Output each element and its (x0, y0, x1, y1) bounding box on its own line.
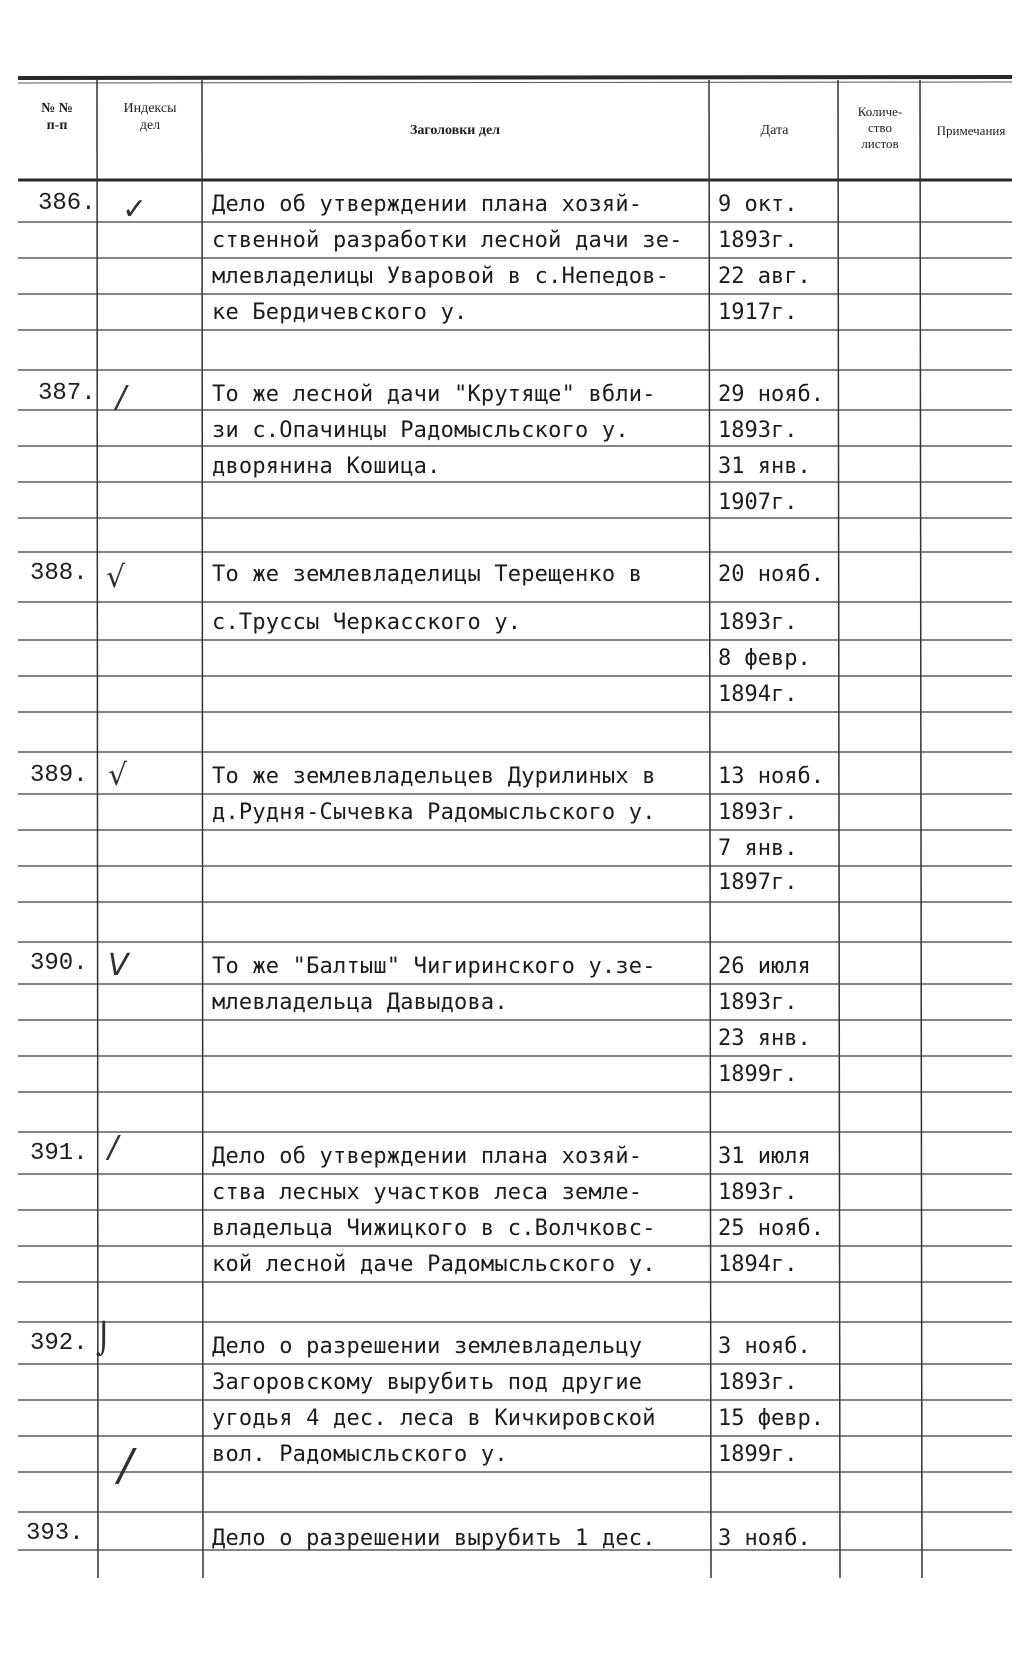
row-title-line: д.Рудня-Сычевка Радомысльского у. (212, 800, 656, 825)
header-title: Заголовки дел (409, 123, 501, 138)
row-title-line: Дело о разрешении вырубить 1 дес. (212, 1526, 656, 1551)
row-title-line: млевладелицы Уваровой в с.Непедов- (212, 264, 670, 289)
header-index: Индексы дел (123, 101, 177, 133)
row-number-391: 391. (30, 1140, 88, 1167)
checkmark-icon: ⌡ (96, 1322, 112, 1357)
row-date-line: 1894г. (718, 682, 798, 707)
row-date-line: 20 нояб. (718, 562, 824, 587)
row-date-line: 1893г. (718, 1370, 798, 1395)
row-date-line: 3 нояб. (718, 1526, 811, 1551)
row-number-389: 389. (30, 762, 88, 789)
row-date-line: 1917г. (718, 300, 798, 325)
row-date-line: 15 февр. (718, 1406, 824, 1431)
row-title-line: угодья 4 дес. леса в Кичкировской (212, 1406, 656, 1431)
row-title-line: ке Бердичевского у. (212, 300, 468, 325)
row-date-line: 1893г. (718, 610, 798, 635)
row-number-393: 393. (26, 1520, 84, 1547)
row-title-line: ственной разработки лесной дачи зе- (212, 228, 683, 253)
checkmark-icon: / (108, 1130, 119, 1165)
row-title-line: зи с.Опачинцы Радомысльского у. (212, 418, 629, 443)
row-date-line: 1893г. (718, 990, 798, 1015)
row-title-line: млевладельца Давыдова. (212, 990, 508, 1015)
row-title-line: владельца Чижицкого в с.Волчковс- (212, 1216, 656, 1241)
row-title-line: Дело о разрешении землевладельцу (212, 1334, 643, 1359)
checkmark-icon: ✓ (122, 192, 148, 227)
row-title-line: вол. Радомысльского у. (212, 1442, 508, 1467)
row-number-388: 388. (30, 560, 88, 587)
row-date-line: 31 янв. (718, 454, 811, 479)
checkmark-icon: V (108, 948, 129, 983)
checkmark-icon: √ (108, 758, 128, 793)
row-date-line: 1897г. (718, 870, 798, 895)
row-number-386: 386. (38, 190, 96, 217)
row-date-line: 7 янв. (718, 836, 798, 861)
row-title-line: Дело об утверждении плана хозяй- (212, 1144, 643, 1169)
row-date-line: 26 июля (718, 954, 811, 979)
row-date-line: 31 июля (718, 1144, 811, 1169)
checkmark-icon: / (116, 380, 127, 415)
row-title-line: То же "Балтыш" Чигиринского у.зе- (212, 954, 656, 979)
row-title-line: То же лесной дачи "Крутяще" вбли- (212, 382, 656, 407)
row-date-line: 1893г. (718, 228, 798, 253)
row-title-line: кой лесной даче Радомысльского у. (212, 1252, 656, 1277)
row-number-392: 392. (30, 1330, 88, 1357)
row-date-line: 1893г. (718, 1180, 798, 1205)
row-date-line: 9 окт. (718, 192, 798, 217)
row-title-line: дворянина Кошица. (212, 454, 441, 479)
header-notes: Примечания (936, 123, 1006, 138)
row-date-line: 25 нояб. (718, 1216, 824, 1241)
checkmark-icon: √ (106, 560, 126, 595)
row-date-line: 1893г. (718, 418, 798, 443)
row-title-line: ства лесных участков леса земле- (212, 1180, 643, 1205)
row-title-line: Загоровскому вырубить под другие (212, 1370, 643, 1395)
row-date-line: 23 янв. (718, 1026, 811, 1051)
header-number: № № п-п (41, 101, 73, 133)
row-title-line: с.Труссы Черкасского у. (212, 610, 522, 635)
row-date-line: 3 нояб. (718, 1334, 811, 1359)
row-date-line: 1899г. (718, 1442, 798, 1467)
row-number-387: 387. (38, 380, 96, 407)
row-title-line: То же землевладельцев Дурилиных в (212, 764, 656, 789)
row-date-line: 1894г. (718, 1252, 798, 1277)
row-date-line: 1893г. (718, 800, 798, 825)
row-date-line: 8 февр. (718, 646, 811, 671)
row-date-line: 1907г. (718, 490, 798, 515)
row-date-line: 29 нояб. (718, 382, 824, 407)
row-title-line: То же землевладелицы Терещенко в (212, 562, 643, 587)
row-title-line: Дело об утверждении плана хозяй- (212, 192, 643, 217)
row-date-line: 13 нояб. (718, 764, 824, 789)
row-date-line: 22 авг. (718, 264, 811, 289)
checkmark-icon: / (118, 1440, 133, 1491)
header-date: Дата (760, 123, 789, 138)
row-date-line: 1899г. (718, 1062, 798, 1087)
header-sheets: Количе- ство листов (857, 104, 903, 151)
row-number-390: 390. (30, 950, 88, 977)
